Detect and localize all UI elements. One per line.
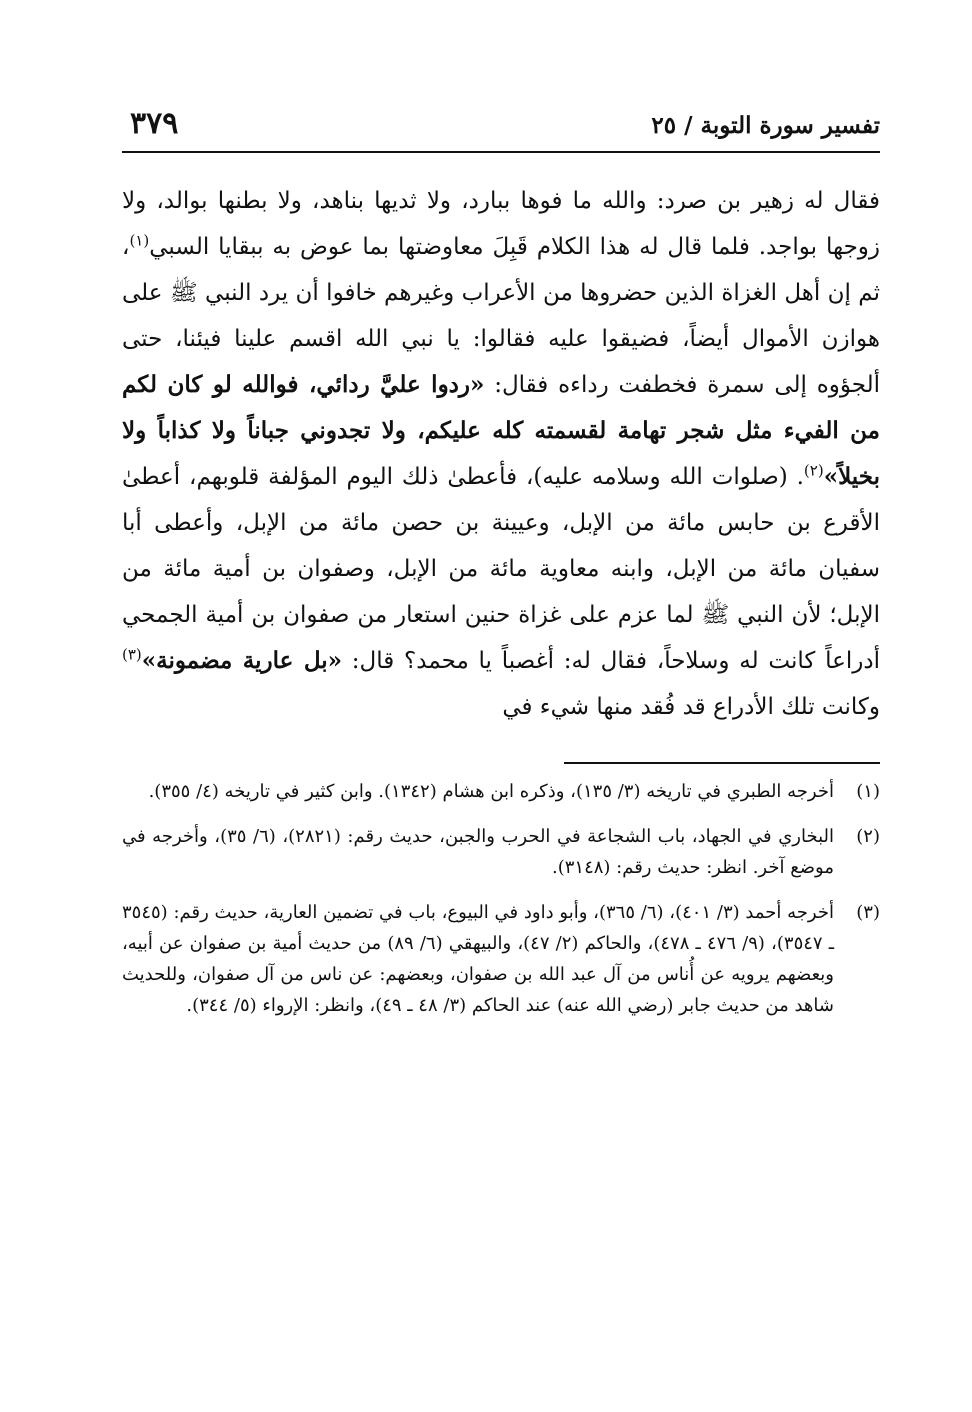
running-title: تفسير سورة التوبة / ٢٥ [651,112,880,139]
main-paragraph [122,178,880,730]
footnote-ref-3: (٣) [122,645,142,664]
footnote-3 [122,897,880,1021]
footnote-number: (٣) [856,902,880,923]
page-header [122,100,880,152]
footnote-text: أخرجه أحمد (٣/ ٤٠١)، (٦/ ٣٦٥)، وأبو داود في البيوع، باب في تضمين العارية، حديث رقم: (٣٥٤٥ ـ ٣٥٤٧)، (٩/ ٤٧٦ ـ ٤٧٨)، والحاكم (٢/ ٤٧)، والبيهقي (٦/ ٨٩) من حديث أمية بن صفوان عن أبيه، وبعضهم يرويه عن أُناس من آل عبد الله بن صفوان، وبعضهم: عن ناس من آل صفوان، وللحديث شاهد من حديث جابر (رضي الله عنه) عند الحاكم (٣/ ٤٨ ـ ٤٩)، وانظر: الإرواء (٥/ ٣٤٤). [122,902,834,1016]
footnote-text: أخرجه الطبري في تاريخه (٣/ ١٣٥)، وذكره ابن هشام (١٣٤٢). وابن كثير في تاريخه (٤/ ٣٥٥). [148,781,834,802]
book-page [122,100,880,1370]
text-segment-1: فقال له زهير بن صرد: والله ما فوها ببارد، ولا ثديها بناهد، ولا بطنها بوالد، ولا زوجها بواجد. فلما قال له هذا الكلام قَبِلَ معاوضتها بما عوض به ببقايا السبي [122,188,880,260]
text-segment-2: ، ثم إن أهل الغزاة الذين حضروها من الأعراب وغيرهم خافوا أن يرد النبي ﷺ على هوازن الأموال أيضاً، فضيقوا عليه فقالوا: يا نبي الله اقسم علينا فيئنا، حتى ألجؤوه إلى سمرة فخطفت رداءه فقال: [122,234,880,398]
footnote-number: (٢) [856,826,880,847]
page-number: ٣٧٩ [130,106,179,141]
footnotes [122,776,880,1021]
text-segment-3: . (صلوات الله وسلامه عليه)، فأعطىٰ ذلك اليوم المؤلفة قلوبهم، أعطىٰ الأقرع بن حابس مائة من الإبل، وعيينة بن حصن مائة من الإبل، وأعطى أبا سفيان مائة من الإبل، وابنه معاوية مائة من الإبل، وصفوان بن أمية مائة من الإبل؛ لأن النبي ﷺ لما عزم على غزاة حنين استعار من صفوان بن أمية الجمحي أدراعاً كانت له وسلاحاً، فقال له: أغصباً يا محمد؟ قال: [122,464,880,674]
footnote-ref-1: (١) [129,231,150,250]
hadith-quote-1: «ردوا عليَّ ردائي، فوالله لو كان لكم من الفيء مثل شجر تهامة لقسمته كله عليكم، ولا تجدوني جباناً ولا كذاباً ولا بخيلاً» [122,371,880,490]
footnote-2 [122,821,880,883]
footnote-1 [122,776,880,807]
text-segment-4: وكانت تلك الأدراع قد فُقد منها شيء في [502,694,880,720]
footnote-number: (١) [856,781,880,802]
footnote-ref-2: (٢) [803,461,824,480]
main-text [122,178,880,730]
footnote-text: البخاري في الجهاد، باب الشجاعة في الحرب والجبن، حديث رقم: (٢٨٢١)، (٦/ ٣٥)، وأخرجه في موضع آخر. انظر: حديث رقم: (٣١٤٨). [122,826,835,878]
header-rule [122,151,880,153]
footnote-separator [564,762,880,764]
hadith-quote-2: «بل عارية مضمونة» [141,647,343,674]
